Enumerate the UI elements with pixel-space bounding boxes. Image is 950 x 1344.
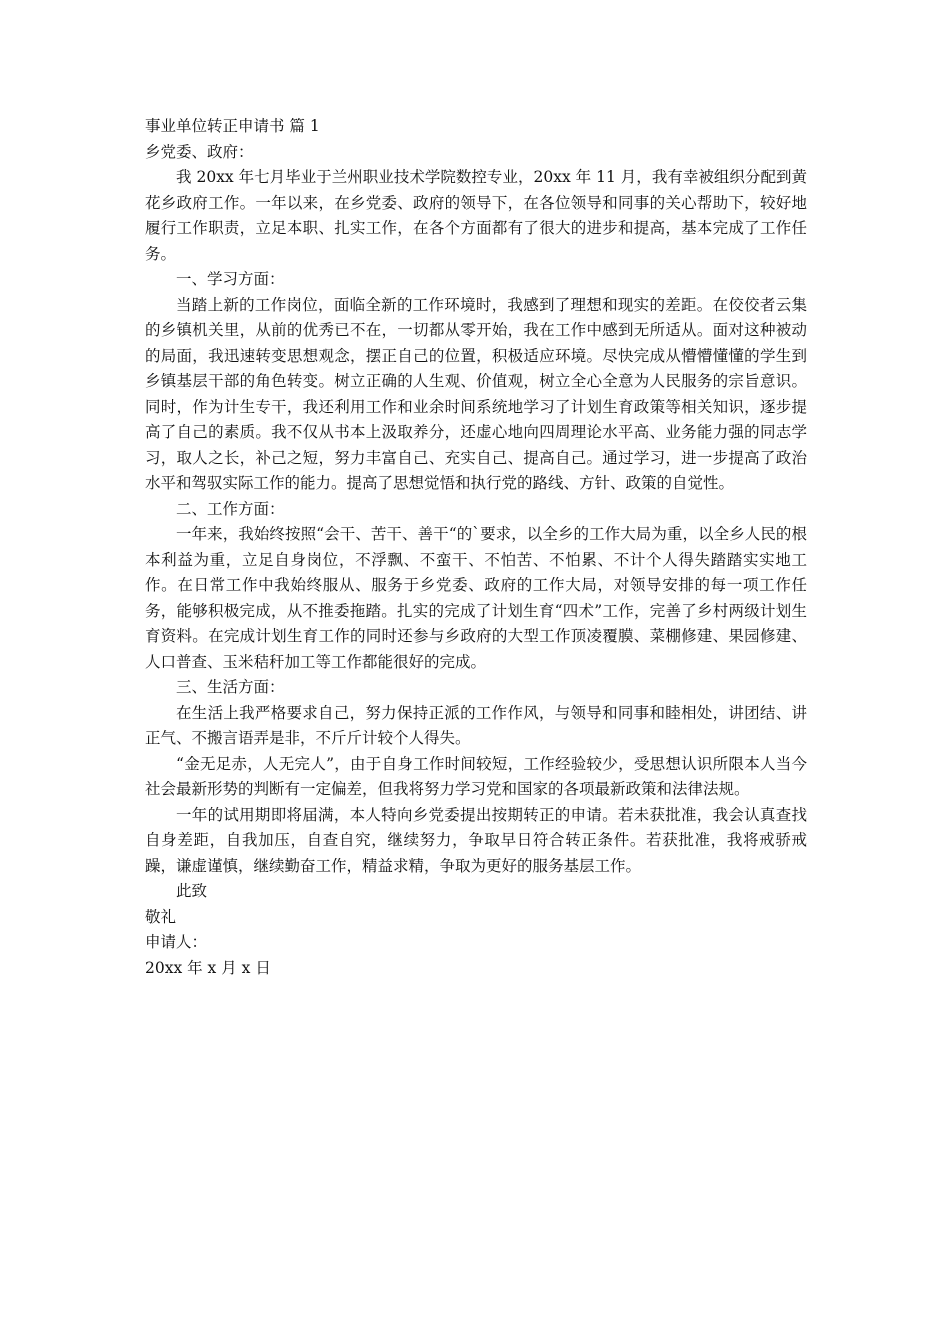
- closing-request-paragraph: 一年的试用期即将届满，本人特向乡党委提出按期转正的申请。若未获批准，我会认真查找自身差距，自我加压，自查自究，继续努力，争取早日符合转正条件。若获批准，我将戒骄戒躁，谦虚谨慎，继续勤奋工作，精益求精，争取为更好的服务基层工作。: [145, 805, 807, 875]
- section-body-work: 一年来，我始终按照“会干、苦干、善干“的`要求，以全乡的工作大局为重，以全乡人民的根本利益为重，立足自身岗位，不浮飘、不蛮干、不怕苦、不怕累、不计个人得失踏踏实实地工作。在日常工作中我始终服从、服务于乡党委、政府的工作大局，对领导安排的每一项工作任务，能够积极完成，从不推委拖踏。扎实的完成了计划生育“四术”工作，完善了乡村两级计划生育资料。在完成计划生育工作的同时还参与乡政府的大型工作顶凌覆膜、菜棚修建、果园修建、人口普查、玉米秸秆加工等工作都能很好的完成。: [145, 525, 807, 671]
- document-title: 事业单位转正申请书 篇 1: [145, 117, 320, 135]
- salutation: 乡党委、政府：: [145, 142, 254, 161]
- applicant-label: 申请人：: [145, 933, 208, 951]
- reflection-paragraph: “金无足赤，人无完人”，由于自身工作时间较短，工作经验较少，受思想认识所限本人当今社会最新形势的判断有一定偏差，但我将努力学习党和国家的各项最新政策和法律法规。: [145, 754, 807, 798]
- date-line: 20xx 年 x 月 x 日: [145, 958, 271, 977]
- closing-greeting: 此致: [176, 882, 208, 900]
- closing-salute: 敬礼: [145, 907, 177, 926]
- intro-paragraph: 我 20xx 年七月毕业于兰州职业技术学院数控专业，20xx 年 11 月，我有幸被组织分配到黄花乡政府工作。一年以来，在乡党委、政府的领导下，在各位领导和同事的关心帮助下，较好地履行工作职责，立足本职、扎实工作，在各个方面都有了很大的进步和提高，基本完成了工作任务。: [145, 168, 807, 263]
- section-body-life: 在生活上我严格要求自己，努力保持正派的工作作风，与领导和同事和睦相处，讲团结、讲正气、不搬言语弄是非，不斤斤计较个人得失。: [145, 703, 807, 747]
- document-page: [145, 114, 807, 981]
- section-heading-life: 三、生活方面：: [176, 678, 285, 696]
- section-heading-work: 二、工作方面：: [176, 499, 285, 518]
- section-body-study: 当踏上新的工作岗位，面临全新的工作环境时，我感到了理想和现实的差距。在佼佼者云集的乡镇机关里，从前的优秀已不在，一切都从零开始，我在工作中感到无所适从。面对这种被动的局面，我迅速转变思想观念，摆正自己的位置，积极适应环境。尽快完成从懵懵懂懂的学生到乡镇基层干部的角色转变。树立正确的人生观、价值观，树立全心全意为人民服务的宗旨意识。同时，作为计生专干，我还利用工作和业余时间系统地学习了计划生育政策等相关知识，逐步提高了自己的素质。我不仅从书本上汲取养分，还虚心地向四周理论水平高、业务能力强的同志学习，取人之长，补己之短，努力丰富自己、充实自己、提高自己。通过学习，进一步提高了政治水平和驾驭实际工作的能力。提高了思想觉悟和执行党的路线、方针、政策的自觉性。: [145, 295, 807, 492]
- section-heading-study: 一、学习方面：: [176, 270, 285, 288]
